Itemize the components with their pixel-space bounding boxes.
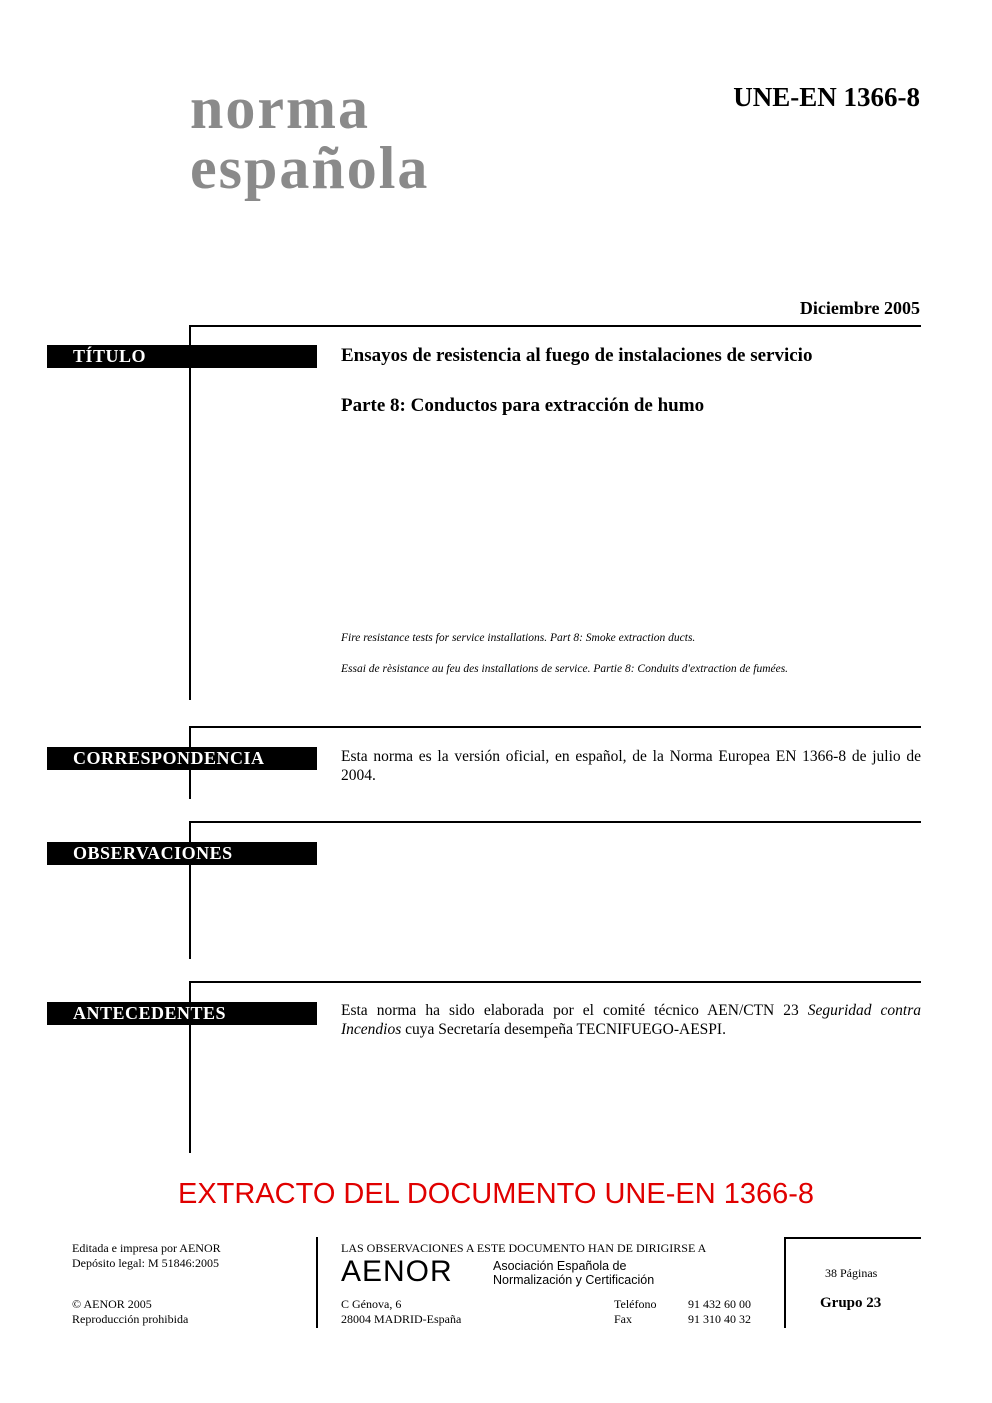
correspondencia-text: Esta norma es la versión oficial, en español, de la Norma Europea EN 1366-8 de julio de 2004. bbox=[341, 748, 921, 784]
norma-line-2: española bbox=[190, 135, 430, 201]
spanish-subtitle: Parte 8: Conductos para extracción de humo bbox=[341, 395, 705, 416]
footer-box-top bbox=[784, 1237, 921, 1239]
observations-notice: LAS OBSERVACIONES A ESTE DOCUMENTO HAN DE DIRIGIRSE A bbox=[341, 1241, 707, 1255]
french-title: Essai de rèsistance au feu des installations de service. Partie 8: Conduits d'extraction de fumées. bbox=[341, 663, 789, 675]
norma-line-1: norma bbox=[190, 75, 370, 141]
section-rule-observaciones bbox=[189, 821, 921, 823]
copyright-info bbox=[72, 1297, 188, 1327]
section-rule-antecedentes bbox=[189, 981, 921, 983]
aenor-logo: AENOR bbox=[341, 1255, 453, 1288]
norma-espanola-heading bbox=[190, 75, 430, 201]
aenor-name-line-2: Normalización y Certificación bbox=[493, 1273, 655, 1287]
address-line-1: C Génova, 6 bbox=[341, 1297, 402, 1311]
label-antecedentes: ANTECEDENTES bbox=[47, 1002, 317, 1025]
price-group: Grupo 23 bbox=[820, 1295, 882, 1311]
extract-watermark: EXTRACTO DEL DOCUMENTO UNE-EN 1366-8 bbox=[178, 1178, 814, 1210]
label-titulo: TÍTULO bbox=[47, 345, 317, 368]
antecedentes-text-start: Esta norma ha sido elaborada por el comité técnico AEN/CTN 23 bbox=[341, 1002, 808, 1019]
footer-divider-left bbox=[316, 1237, 318, 1328]
aenor-full-name bbox=[493, 1259, 654, 1287]
address-line-2: 28004 MADRID-España bbox=[341, 1312, 462, 1326]
edition-line-2: Depósito legal: M 51846:2005 bbox=[72, 1256, 219, 1270]
copyright-line-2: Reproducción prohibida bbox=[72, 1312, 189, 1326]
copyright-line-1: © AENOR 2005 bbox=[72, 1297, 152, 1311]
fax-number: 91 310 40 32 bbox=[688, 1312, 751, 1326]
phone-number: 91 432 60 00 bbox=[688, 1297, 751, 1311]
label-correspondencia: CORRESPONDENCIA bbox=[47, 747, 317, 770]
publication-date: Diciembre 2005 bbox=[799, 298, 920, 318]
fax-label: Fax bbox=[614, 1312, 632, 1326]
label-observaciones: OBSERVACIONES bbox=[47, 842, 317, 865]
aenor-name-line-1: Asociación Española de bbox=[493, 1259, 627, 1273]
contact-labels bbox=[614, 1297, 656, 1327]
section-rule-titulo bbox=[189, 325, 921, 327]
antecedentes-text bbox=[341, 1001, 921, 1039]
edition-info bbox=[72, 1241, 221, 1271]
footer-divider-right bbox=[784, 1237, 786, 1328]
phone-label: Teléfono bbox=[614, 1297, 657, 1311]
section-rule-correspondencia bbox=[189, 726, 921, 728]
spanish-title: Ensayos de resistencia al fuego de instalaciones de servicio bbox=[341, 345, 813, 366]
address bbox=[341, 1297, 461, 1327]
section-vrule-titulo bbox=[189, 325, 191, 700]
committee-name: Seguridad contra Incendios bbox=[341, 1002, 922, 1038]
page-count: 38 Páginas bbox=[825, 1266, 878, 1280]
antecedentes-text-end: cuya Secretaría desempeña TECNIFUEGO-AESPI. bbox=[401, 1021, 726, 1038]
contact-values bbox=[688, 1297, 751, 1327]
english-title: Fire resistance tests for service installations. Part 8: Smoke extraction ducts. bbox=[341, 632, 696, 644]
edition-line-1: Editada e impresa por AENOR bbox=[72, 1241, 221, 1255]
standard-code: UNE-EN 1366-8 bbox=[733, 82, 920, 112]
